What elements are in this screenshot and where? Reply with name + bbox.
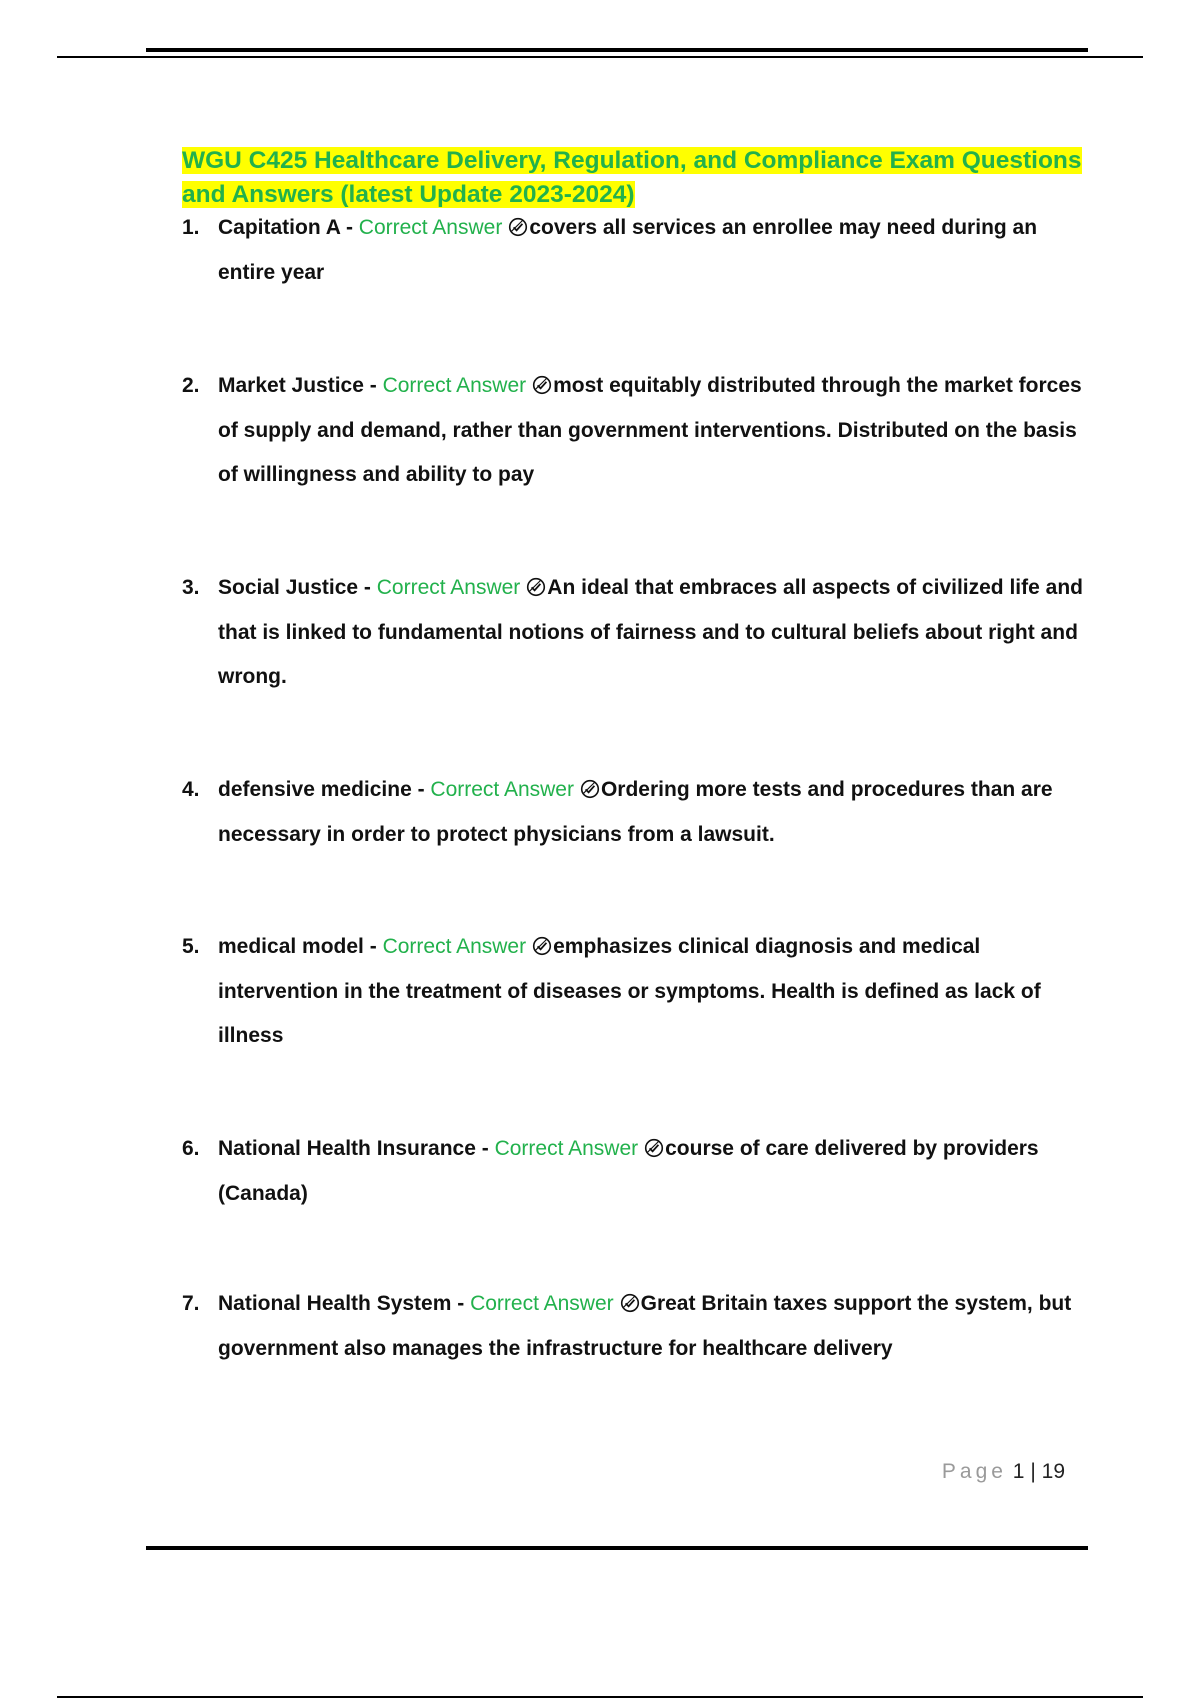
correct-answer-label: Correct Answer [376, 576, 521, 599]
item-number: 2. [182, 374, 200, 397]
item-body [218, 566, 1092, 700]
item-number: 5. [182, 935, 200, 958]
item-separator: - [411, 778, 431, 801]
item-separator: - [340, 216, 359, 239]
item-separator: - [475, 1137, 495, 1160]
list-item [182, 1127, 1092, 1216]
item-term: National Health System [218, 1292, 452, 1315]
check-circle-icon [620, 1293, 640, 1313]
bottom-thick-rule [146, 1546, 1088, 1550]
item-number: 4. [182, 778, 200, 801]
page-word: Page [941, 1460, 1007, 1483]
item-separator: - [451, 1292, 471, 1315]
correct-answer-label: Correct Answer [470, 1292, 614, 1315]
item-separator: - [363, 374, 383, 397]
check-circle-icon [508, 217, 528, 237]
item-term: Capitation A [218, 216, 341, 239]
check-circle-icon [526, 577, 546, 597]
item-term: Market Justice [218, 374, 364, 397]
item-term: Social Justice [218, 576, 359, 599]
list-item [182, 566, 1092, 700]
item-answer: Great Britain taxes support the system, but government also manages the infrastructure for healthcare delivery [218, 1292, 1072, 1360]
item-answer: An ideal that embraces all aspects of civilized life and that is linked to fundamental notions of fairness and to cultural beliefs about right and wrong. [218, 576, 1083, 688]
correct-answer-label: Correct Answer [358, 216, 503, 239]
list-item [182, 1282, 1092, 1371]
item-answer: Ordering more tests and procedures than are necessary in order to protect physicians from a lawsuit. [218, 778, 1053, 846]
check-circle-icon [532, 936, 552, 956]
item-answer: most equitably distributed through the market forces of supply and demand, rather than government interventions. Distributed on the basis of willingness and ability to pay [218, 374, 1082, 486]
check-circle-icon [532, 375, 552, 395]
page-separator: | [1030, 1460, 1036, 1483]
item-separator: - [358, 576, 377, 599]
correct-answer-label: Correct Answer [382, 935, 527, 958]
list-item [182, 206, 1092, 295]
page-current: 1 [1012, 1460, 1025, 1483]
item-number: 3. [182, 576, 200, 599]
item-term: medical model [218, 935, 364, 958]
document-title-text: WGU C425 Healthcare Delivery, Regulation, and Compliance Exam Questions and Answers (latest Update 2023-2024) [182, 147, 1082, 208]
item-body [218, 1127, 1092, 1216]
list-item [182, 768, 1092, 857]
item-number: 7. [182, 1292, 200, 1315]
bottom-thin-rule [57, 1696, 1143, 1698]
item-term: National Health Insurance [218, 1137, 476, 1160]
page-total: 19 [1041, 1460, 1065, 1483]
item-body [218, 364, 1092, 498]
correct-answer-label: Correct Answer [382, 374, 527, 397]
correct-answer-label: Correct Answer [494, 1137, 639, 1160]
correct-answer-label: Correct Answer [430, 778, 574, 801]
item-body [218, 768, 1092, 857]
check-circle-icon [580, 779, 600, 799]
list-item [182, 925, 1092, 1059]
check-circle-icon [644, 1138, 664, 1158]
item-number: 1. [182, 216, 200, 239]
item-separator: - [363, 935, 383, 958]
item-answer: course of care delivered by providers (Canada) [218, 1137, 1039, 1205]
item-answer: covers all services an enrollee may need during an entire year [218, 216, 1038, 284]
item-body [218, 925, 1092, 1059]
list-item [182, 364, 1092, 498]
item-number: 6. [182, 1137, 200, 1160]
item-body [218, 206, 1092, 295]
page-footer [900, 1458, 1065, 1486]
item-term: defensive medicine [218, 778, 412, 801]
item-body [218, 1282, 1092, 1371]
item-answer: emphasizes clinical diagnosis and medical intervention in the treatment of diseases or symptoms. Health is defined as lack of illness [218, 935, 1041, 1047]
